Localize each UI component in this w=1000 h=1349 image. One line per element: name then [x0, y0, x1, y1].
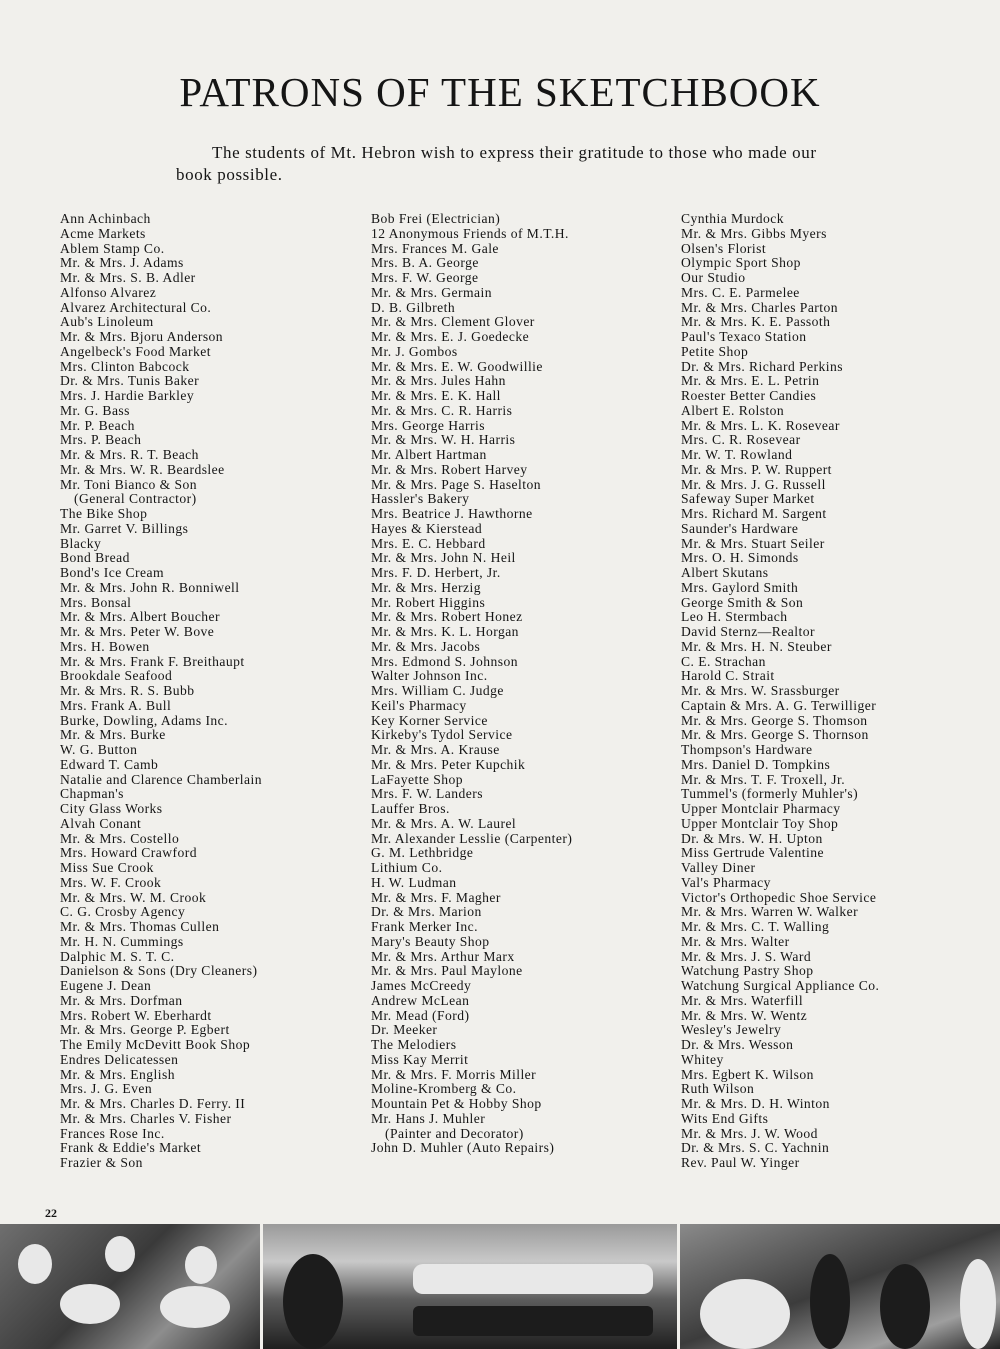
patron-entry: Our Studio [681, 270, 746, 285]
patron-entry: Blacky [60, 535, 102, 551]
patron-entry: Mr. Robert Higgins [371, 594, 486, 610]
patron-entry: Mrs. E. C. Hebbard [371, 535, 486, 551]
patron-entry: Mr. & Mrs. F. Morris Miller [371, 1066, 537, 1082]
patron-entry: Mr. & Mrs. Jacobs [371, 638, 481, 654]
page-number: 22 [45, 1206, 57, 1220]
patron-entry: Kirkeby's Tydol Service [371, 727, 513, 743]
patron-entry: Tummel's (formerly Muhler's) [681, 786, 859, 802]
patron-entry: Cynthia Murdock [681, 211, 785, 226]
patron-entry: Mr. & Mrs. D. H. Winton [681, 1096, 830, 1111]
patron-entry: Mr. & Mrs. George S. Thomson [681, 712, 868, 728]
patron-entry: Mr. & Mrs. Thomas Cullen [60, 919, 220, 934]
patron-entry: Mr. & Mrs. Stuart Seiler [681, 535, 825, 551]
patron-entry: 12 Anonymous Friends of M.T.H. [371, 225, 569, 241]
patron-entry: Hayes & Kierstead [371, 520, 483, 536]
patron-entry: Mr. & Mrs. Page S. Haselton [371, 476, 541, 492]
patron-entry: Mr. & Mrs. H. N. Steuber [681, 638, 832, 654]
patron-entry: Mr. Alexander Lesslie (Carpenter) [371, 830, 573, 846]
patron-entry: Mrs. George Harris [371, 417, 485, 433]
patron-entry: Mrs. Frank A. Bull [60, 697, 172, 713]
patron-entry: Mrs. Daniel D. Tompkins [681, 756, 831, 772]
patron-entry: Mr. & Mrs. T. F. Troxell, Jr. [681, 771, 846, 787]
patron-entry: Mr. Mead (Ford) [371, 1007, 470, 1023]
patron-entry: Mrs. Clinton Babcock [60, 358, 190, 374]
patron-entry: Mr. & Mrs. Burke [60, 727, 166, 743]
patron-entry: Mrs. F. W. George [371, 270, 479, 285]
patron-entry: Bond's Ice Cream [60, 565, 165, 580]
patron-entry: LaFayette Shop [371, 771, 463, 787]
patron-entry: Moline-Kromberg & Co. [371, 1081, 517, 1097]
patron-entry: Mr. & Mrs. W. H. Harris [371, 432, 516, 448]
patron-entry: Frazier & Son [60, 1155, 143, 1170]
patron-entry: C. G. Crosby Agency [60, 904, 186, 920]
patron-entry: Bond Bread [60, 550, 130, 566]
patron-entry: Mrs. Richard M. Sargent [681, 506, 827, 521]
patron-entry: Mr. & Mrs. R. T. Beach [60, 447, 199, 462]
patron-entry: Mrs. C. R. Rosevear [681, 432, 801, 448]
patron-entry: Mr. & Mrs. Charles Parton [681, 299, 838, 315]
patron-entry: Mr. & Mrs. George S. Thornson [681, 727, 869, 743]
patron-entry: Mr. & Mrs. Jules Hahn [371, 373, 506, 389]
patron-entry: Mr. & Mrs. Clement Glover [371, 314, 535, 330]
patron-entry: Mr. & Mrs. Robert Harvey [371, 461, 528, 477]
patron-entry: Mrs. Gaylord Smith [681, 579, 799, 595]
patron-entry: Upper Montclair Toy Shop [681, 815, 839, 831]
patron-entry: Alvarez Architectural Co. [60, 299, 212, 315]
patron-entry: Mr. & Mrs. Gibbs Myers [681, 225, 827, 241]
patron-list-column-2 [371, 212, 572, 1156]
patron-entry: Edward T. Camb [60, 756, 159, 772]
patron-entry: Miss Sue Crook [60, 860, 154, 875]
patron-entry: Mary's Beauty Shop [371, 933, 490, 949]
patron-entry: Mr. & Mrs. Peter Kupchik [371, 756, 526, 772]
patron-entry: Mr. & Mrs. K. L. Horgan [371, 624, 519, 639]
patron-entry: Aub's Linoleum [60, 314, 154, 330]
patron-entry: Brookdale Seafood [60, 668, 173, 684]
patron-entry: Mr. & Mrs. Robert Honez [371, 609, 523, 625]
intro-paragraph: The students of Mt. Hebron wish to express their gratitude to those who made our book possible. [176, 143, 817, 184]
patron-entry: Mr. & Mrs. Warren W. Walker [681, 904, 859, 920]
patron-entry: D. B. Gilbreth [371, 299, 456, 315]
patron-entry: Mr. & Mrs. W. M. Crook [60, 889, 207, 905]
patron-entry: Mr. & Mrs. J. Adams [60, 255, 184, 271]
patron-entry: Mr. & Mrs. R. S. Bubb [60, 683, 195, 698]
patron-entry: H. W. Ludman [371, 874, 457, 890]
patron-entry: Mrs. Bonsal [60, 594, 132, 610]
patron-entry: Andrew McLean [371, 992, 470, 1008]
patron-entry: Mrs. H. Bowen [60, 638, 150, 654]
patron-entry: Dr. & Mrs. W. H. Upton [681, 830, 823, 846]
patron-entry: Mr. & Mrs. Paul Maylone [371, 963, 523, 979]
patron-entry: Ablem Stamp Co. [60, 240, 165, 256]
patron-entry: Dr. Meeker [371, 1022, 438, 1038]
patron-entry: Wesley's Jewelry [681, 1022, 782, 1038]
patron-entry: Mrs. C. E. Parmelee [681, 284, 800, 300]
patron-entry: Dr. & Mrs. Tunis Baker [60, 373, 200, 389]
patron-entry: Valley Diner [681, 860, 756, 875]
patron-entry: Mrs. Robert W. Eberhardt [60, 1007, 212, 1023]
patron-entry: Mr. & Mrs. W. Srassburger [681, 683, 840, 698]
patron-entry: Mr. & Mrs. Bjoru Anderson [60, 329, 224, 344]
patron-entry: Saunder's Hardware [681, 520, 799, 536]
patron-entry: Mr. Toni Bianco & Son [60, 476, 198, 492]
patron-entry: Mr. W. T. Rowland [681, 447, 793, 462]
patron-entry: Lauffer Bros. [371, 801, 450, 816]
patron-entry: Miss Gertrude Valentine [681, 845, 824, 861]
patron-entry: Hassler's Bakery [371, 491, 470, 507]
patron-entry: George Smith & Son [681, 594, 804, 610]
page-title: PATRONS OF THE SKETCHBOOK [179, 69, 821, 115]
patron-entry: Acme Markets [60, 225, 146, 241]
patron-entry: Mrs. F. W. Landers [371, 786, 483, 802]
patron-entry: Mr. & Mrs. Arthur Marx [371, 948, 515, 964]
patron-entry: Paul's Texaco Station [681, 329, 807, 344]
patron-entry: Danielson & Sons (Dry Cleaners) [60, 963, 258, 979]
patron-entry: Walter Johnson Inc. [371, 668, 488, 684]
patron-entry: Alfonso Alvarez [60, 284, 157, 300]
patron-entry: Watchung Surgical Appliance Co. [681, 978, 880, 993]
patron-entry: Whitey [681, 1051, 724, 1067]
patron-entry: Mr. & Mrs. Germain [371, 284, 492, 300]
patron-entry: Mr. & Mrs. L. K. Rosevear [681, 417, 840, 433]
patron-entry: Eugene J. Dean [60, 978, 152, 993]
patron-entry: Mr. & Mrs. E. W. Goodwillie [371, 358, 543, 374]
patron-entry: Harold C. Strait [681, 668, 775, 684]
patron-entry: Angelbeck's Food Market [60, 343, 211, 359]
patron-entry: Mr. & Mrs. John N. Heil [371, 550, 516, 566]
patron-entry: Olsen's Florist [681, 240, 767, 256]
patron-entry: Burke, Dowling, Adams Inc. [60, 712, 229, 728]
patron-entry: Ann Achinbach [60, 211, 151, 226]
patron-entry: Mr. P. Beach [60, 417, 135, 433]
patron-entry: Olympic Sport Shop [681, 255, 801, 271]
patron-entry: Mr. G. Bass [60, 402, 130, 418]
patron-entry: Chapman's [60, 786, 124, 802]
patron-entry: Bob Frei (Electrician) [371, 211, 501, 226]
patron-entry: Mr. & Mrs. P. W. Ruppert [681, 461, 832, 477]
patron-entry: Mr. & Mrs. Peter W. Bove [60, 624, 215, 639]
patron-entry: Mrs. W. F. Crook [60, 874, 162, 890]
patron-entry: Wits End Gifts [681, 1110, 769, 1126]
patron-entry: Mr. & Mrs. J. S. Ward [681, 948, 812, 964]
patron-entry: Albert E. Rolston [681, 402, 785, 418]
patron-entry: City Glass Works [60, 801, 163, 816]
patron-entry: Roester Better Candies [681, 388, 817, 403]
patron-entry: (Painter and Decorator) [385, 1125, 524, 1141]
patron-list-column-1 [60, 212, 262, 1171]
patron-entry: Dr. & Mrs. Marion [371, 904, 482, 920]
patron-entry: Alvah Conant [60, 815, 142, 831]
patron-entry: Frances Rose Inc. [60, 1125, 165, 1141]
patron-entry: Mr. & Mrs. C. T. Walling [681, 919, 830, 934]
patron-list-column-3 [681, 212, 879, 1171]
patron-entry: Frank & Eddie's Market [60, 1140, 202, 1156]
patron-entry: Mrs. Howard Crawford [60, 845, 197, 861]
patron-entry: Mrs. P. Beach [60, 432, 142, 448]
patron-entry: Mrs. Frances M. Gale [371, 240, 499, 256]
patron-entry: Mr. J. Gombos [371, 343, 458, 359]
patron-entry: Mr. & Mrs. Costello [60, 830, 180, 846]
patron-entry: Mountain Pet & Hobby Shop [371, 1096, 542, 1111]
patron-entry: Dr. & Mrs. S. C. Yachnin [681, 1140, 830, 1156]
patron-entry: Mrs. Edmond S. Johnson [371, 653, 518, 669]
photo-strip [0, 1224, 1000, 1349]
patron-entry: Mr. & Mrs. W. Wentz [681, 1007, 808, 1023]
patron-entry: Mr. & Mrs. Waterfill [681, 992, 804, 1008]
patron-entry: Mr. & Mrs. Frank F. Breithaupt [60, 653, 245, 669]
patron-entry: Mr. & Mrs. E. L. Petrin [681, 373, 820, 389]
patron-entry: Miss Kay Merrit [371, 1051, 469, 1067]
patron-entry: Mr. H. N. Cummings [60, 933, 184, 949]
patron-entry: Mr. & Mrs. C. R. Harris [371, 402, 513, 418]
patron-entry: Mr. & Mrs. Walter [681, 933, 790, 949]
patron-entry: C. E. Strachan [681, 653, 766, 669]
patron-entry: Mrs. Beatrice J. Hawthorne [371, 506, 533, 521]
patron-entry: Frank Merker Inc. [371, 919, 478, 934]
patron-entry: Leo H. Stermbach [681, 609, 788, 625]
patron-entry: Mr. & Mrs. S. B. Adler [60, 270, 196, 285]
patron-entry: Mr. & Mrs. W. R. Beardslee [60, 461, 225, 477]
patron-entry: Mr. & Mrs. Charles V. Fisher [60, 1110, 232, 1126]
patron-entry: Mrs. B. A. George [371, 255, 479, 271]
photo-cheerleaders [0, 1224, 260, 1349]
patron-entry: Albert Skutans [681, 565, 769, 580]
patron-entry: Endres Delicatessen [60, 1051, 179, 1067]
patron-entry: John D. Muhler (Auto Repairs) [371, 1140, 555, 1156]
patron-entry: Mr. & Mrs. A. Krause [371, 742, 500, 757]
patron-entry: Ruth Wilson [681, 1081, 755, 1097]
patron-entry: Key Korner Service [371, 712, 488, 728]
patron-entry: Lithium Co. [371, 860, 443, 875]
patron-entry: Mr. & Mrs. English [60, 1066, 175, 1082]
patron-entry: Watchung Pastry Shop [681, 963, 814, 979]
patron-entry: Val's Pharmacy [681, 874, 771, 890]
patron-entry: Mr. & Mrs. John R. Bonniwell [60, 579, 240, 595]
patron-entry: Mrs. Egbert K. Wilson [681, 1066, 814, 1082]
patron-entry: The Bike Shop [60, 506, 148, 521]
patron-entry: Petite Shop [681, 343, 749, 359]
patron-entry: Mr. & Mrs. Albert Boucher [60, 609, 221, 625]
patron-entry: Mr. & Mrs. Herzig [371, 579, 481, 595]
patron-entry: G. M. Lethbridge [371, 845, 474, 861]
patron-entry: Mr. & Mrs. E. J. Goedecke [371, 329, 530, 344]
patron-entry: Mr. Garret V. Billings [60, 520, 189, 536]
patron-entry: The Emily McDevitt Book Shop [60, 1037, 251, 1052]
patron-entry: Mr. & Mrs. J. G. Russell [681, 476, 826, 492]
patron-entry: Mr. & Mrs. K. E. Passoth [681, 314, 831, 330]
photo-dancers [260, 1224, 677, 1349]
patron-entry: Victor's Orthopedic Shoe Service [681, 889, 877, 905]
patron-entry: Keil's Pharmacy [371, 697, 467, 713]
patron-entry: Mrs. J. G. Even [60, 1081, 153, 1097]
patron-entry: (General Contractor) [74, 491, 197, 507]
patron-entry: Mrs. William C. Judge [371, 683, 504, 698]
patron-entry: Dr. & Mrs. Richard Perkins [681, 358, 843, 374]
patron-entry: Dalphic M. S. T. C. [60, 948, 175, 964]
patron-entry: Mr. & Mrs. J. W. Wood [681, 1125, 818, 1141]
patron-entry: Safeway Super Market [681, 491, 815, 507]
patron-entry: The Melodiers [371, 1037, 457, 1052]
patron-entry: Mrs. F. D. Herbert, Jr. [371, 565, 501, 580]
patron-entry: Natalie and Clarence Chamberlain [60, 771, 262, 787]
patron-entry: Mr. & Mrs. George P. Egbert [60, 1022, 230, 1038]
patron-entry: Dr. & Mrs. Wesson [681, 1037, 794, 1052]
patron-entry: W. G. Button [60, 742, 138, 757]
patron-entry: Rev. Paul W. Yinger [681, 1155, 800, 1170]
patron-entry: Mr. & Mrs. E. K. Hall [371, 388, 501, 403]
patron-entry: Mr. Albert Hartman [371, 447, 487, 462]
patron-entry: David Sternz—Realtor [681, 624, 815, 639]
patron-entry: Captain & Mrs. A. G. Terwilliger [681, 697, 877, 713]
patron-entry: Mr. & Mrs. F. Magher [371, 889, 501, 905]
patron-entry: Mrs. O. H. Simonds [681, 550, 799, 566]
patron-entry: Mrs. J. Hardie Barkley [60, 388, 195, 403]
patron-entry: Upper Montclair Pharmacy [681, 801, 841, 816]
photo-dance-floor [677, 1224, 1000, 1349]
patron-entry: Mr. & Mrs. A. W. Laurel [371, 815, 517, 831]
patron-entry: Mr. & Mrs. Charles D. Ferry. II [60, 1096, 246, 1111]
patron-entry: James McCreedy [371, 978, 472, 993]
patron-entry: Thompson's Hardware [681, 742, 813, 757]
patron-entry: Mr. Hans J. Muhler [371, 1110, 486, 1126]
patron-entry: Mr. & Mrs. Dorfman [60, 992, 183, 1008]
